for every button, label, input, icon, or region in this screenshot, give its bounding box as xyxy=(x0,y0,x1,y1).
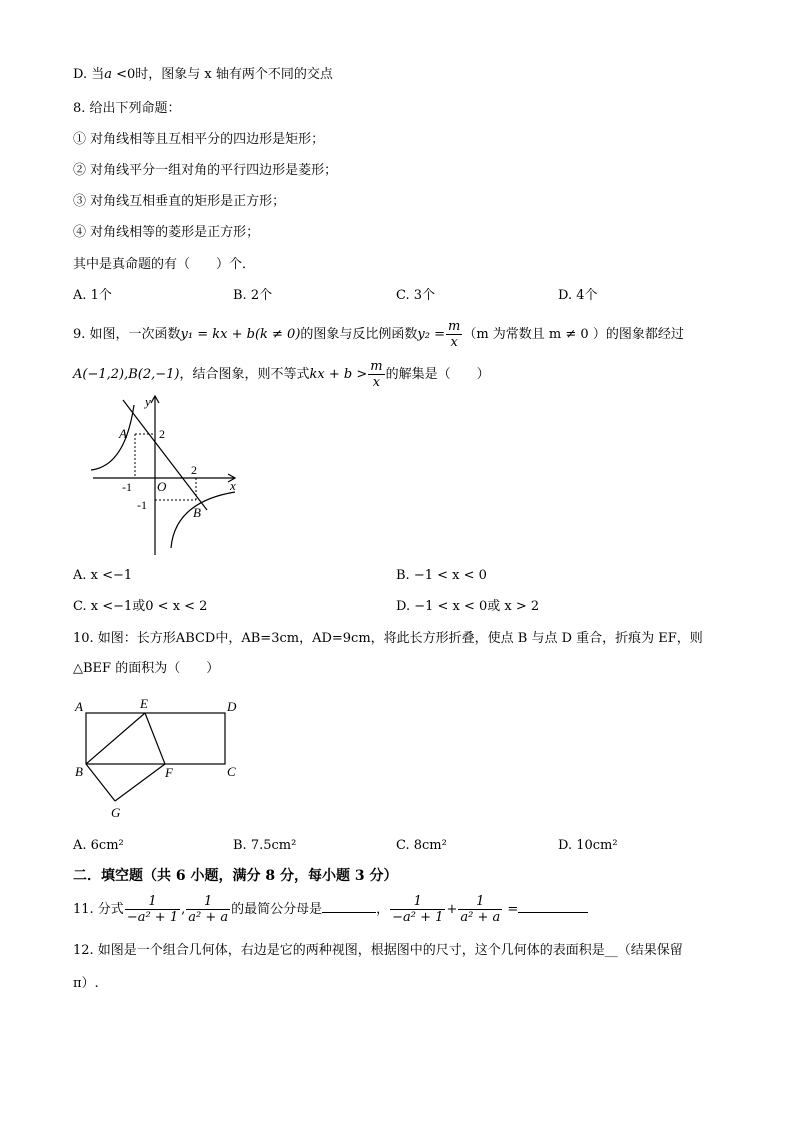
q11-answer-blank-2[interactable] xyxy=(518,900,588,913)
q8-option-b: B. 2个 xyxy=(233,288,273,303)
section-2-title: 二．填空题（共 6 小题，满分 8 分，每小题 3 分） xyxy=(73,868,398,884)
tick-x-minus-1: -1 xyxy=(122,480,132,494)
q11-text-c: ， xyxy=(376,902,390,917)
q11-frac-1 xyxy=(125,895,180,924)
segment-be xyxy=(86,713,145,764)
vertex-e-label: E xyxy=(140,696,148,711)
q9-stem-a: 9. 如图，一次函数 xyxy=(73,327,181,342)
segment-ef xyxy=(145,713,165,764)
tick-y-2: 2 xyxy=(159,427,165,441)
origin-label: O xyxy=(157,479,167,494)
q9-frac-den: x xyxy=(450,335,458,350)
q8-ask: 其中是真命题的有（ ）个． xyxy=(73,257,256,272)
vertex-g-label: G xyxy=(111,805,121,820)
q10-option-a: A. 6cm² xyxy=(73,838,124,853)
q11-label: 11. 分式 xyxy=(73,902,124,917)
q10-stem-2: △BEF 的面积为（ ） xyxy=(73,661,220,676)
q8-prop-2: ② 对角线平分一组对角的平行四边形是菱形； xyxy=(73,163,338,178)
q8-prop-4: ④ 对角线相等的菱形是正方形； xyxy=(73,225,260,240)
q9-graph xyxy=(85,390,245,560)
q11-frac-4 xyxy=(458,895,502,924)
q12-line-2: π）. xyxy=(73,976,99,991)
q11-frac-2 xyxy=(186,895,230,924)
vertex-c-label: C xyxy=(227,764,236,779)
q11-frac-2-num: 1 xyxy=(186,895,230,910)
q9-line2-b: ，结合图象，则不等式 xyxy=(179,367,310,382)
q9-stem-e: （m 为常数且 m ≠ 0 ）的图象都经过 xyxy=(463,327,684,342)
q11-frac-3-den: −a² + 1 xyxy=(392,910,444,925)
q9-line2-frac xyxy=(368,360,384,389)
q11-frac-3-num: 1 xyxy=(390,895,445,910)
q9-option-b: B. −1 < x < 0 xyxy=(396,568,487,583)
q10-option-c: C. 8cm² xyxy=(396,838,447,853)
q7-option-d: D. 当𝑎 <0时，图象与 x 轴有两个不同的交点 xyxy=(73,67,333,82)
q11-line xyxy=(73,893,724,927)
q9-line2-d: 的解集是（ ） xyxy=(385,367,490,382)
q9-points: A(−1,2),B(2,−1) xyxy=(73,367,180,382)
q11-text-b: 的最简公分母是 xyxy=(231,902,323,917)
q8-prop-3: ③ 对角线互相垂直的矩形是正方形； xyxy=(73,194,286,209)
q11-frac-4-num: 1 xyxy=(458,895,502,910)
q9-frac-m-over-x xyxy=(446,320,462,349)
q9-frac-num: m xyxy=(448,319,461,334)
q10-option-b: B. 7.5cm² xyxy=(233,838,297,853)
segment-bg xyxy=(86,764,115,801)
point-b-label: B xyxy=(193,505,201,520)
q10-option-d: D. 10cm² xyxy=(558,838,618,853)
x-axis-label: x xyxy=(230,478,236,493)
q9-option-a: A. x <−1 xyxy=(73,568,133,583)
q10-figure xyxy=(70,695,250,825)
q8-option-d: D. 4个 xyxy=(558,288,598,303)
q11-plus: + xyxy=(446,902,458,917)
q9-line2-frac-den: x xyxy=(372,375,381,390)
q9-line2 xyxy=(73,360,724,389)
q11-frac-1-num: 1 xyxy=(125,895,180,910)
q9-option-c: C. x <−1或0 < x < 2 xyxy=(73,599,208,614)
tick-y-minus-1: -1 xyxy=(137,498,147,512)
q9-stem-c: 的图象与反比例函数 xyxy=(300,327,418,342)
vertex-a-label: A xyxy=(75,699,83,714)
q9-option-d: D. −1 < x < 0或 x > 2 xyxy=(396,599,540,614)
q11-frac-1-den: −a² + 1 xyxy=(126,910,179,925)
q9-line2-frac-num: m xyxy=(370,359,383,374)
y-axis-label: y xyxy=(145,394,151,409)
vertex-b-label: B xyxy=(75,764,83,779)
q9-stem xyxy=(73,320,724,349)
q11-answer-blank-1[interactable] xyxy=(322,900,376,913)
segment-gf xyxy=(115,764,165,801)
q10-stem: 10. 如图：长方形ABCD中，AB=3cm，AD=9cm，将此长方形折叠，使点 B 与点 D 重合，折痕为 EF，则 xyxy=(73,631,703,646)
q8-option-c: C. 3个 xyxy=(396,288,436,303)
q9-inequality: kx + b > xyxy=(309,367,368,382)
q8-option-a: A. 1个 xyxy=(73,288,112,303)
q11-frac-4-den: a² + a xyxy=(460,910,501,925)
q11-frac-3 xyxy=(390,895,445,924)
q9-linear-fn: y₁ = kx + b(k ≠ 0) xyxy=(180,327,301,342)
q11-comma: , xyxy=(181,902,186,917)
point-a-label: A xyxy=(119,426,127,441)
vertex-d-label: D xyxy=(227,699,237,714)
tick-x-2: 2 xyxy=(191,463,197,477)
q8-stem: 8. 给出下列命题： xyxy=(73,101,181,116)
q11-equals: = xyxy=(507,902,519,917)
hyperbola-left-branch xyxy=(91,405,134,470)
vertex-f-label: F xyxy=(165,765,173,780)
q11-frac-2-den: a² + a xyxy=(188,910,229,925)
q8-prop-1: ① 对角线相等且互相平分的四边形是矩形； xyxy=(73,132,325,147)
q9-inverse-fn: y₂ = xyxy=(417,327,446,342)
q12-line-1: 12. 如图是一个组合几何体，右边是它的两种视图，根据图中的尺寸，这个几何体的表面积是__（结果保留 xyxy=(73,943,683,958)
